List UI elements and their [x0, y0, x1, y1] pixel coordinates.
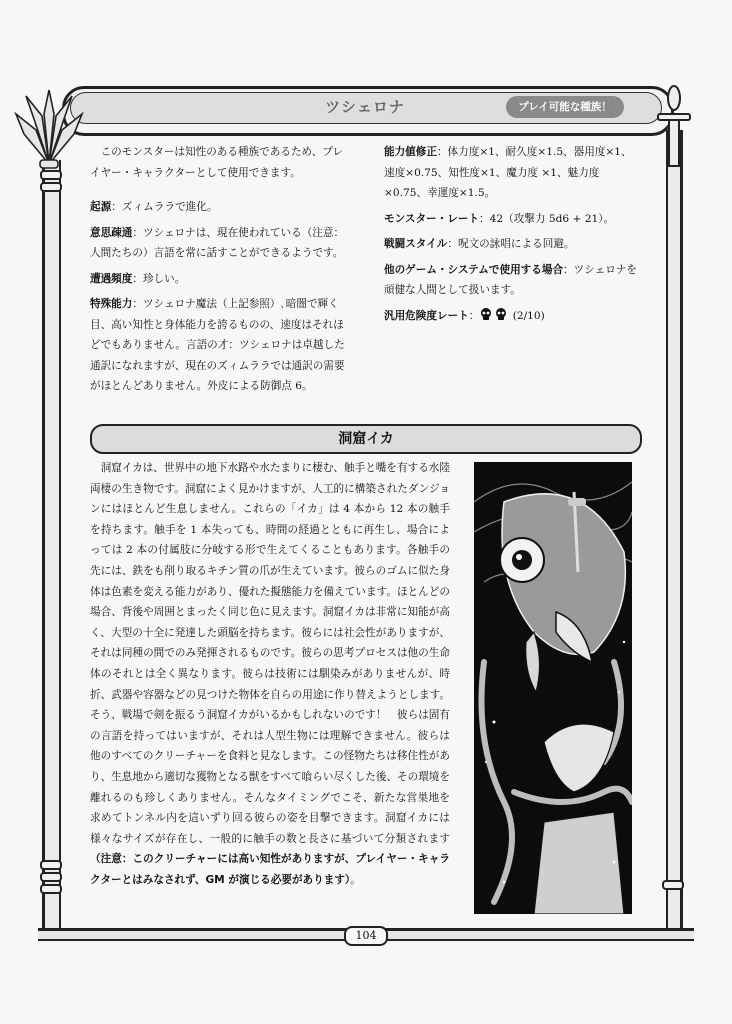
danger-rating-value: (2/10) — [512, 309, 545, 322]
communication-value: ：ツシェロナは、現在使われている（注意：人間たちの）言語を常に話すことができるようです。 — [90, 226, 345, 259]
monster-rating-value: ：42（攻撃力 5d6 + 21）。 — [479, 212, 615, 225]
communication-label: 意思疎通 — [90, 226, 133, 239]
danger-rating-label: 汎用危険度レート — [384, 309, 469, 322]
pillar-ring — [40, 872, 62, 882]
right-column — [384, 142, 642, 331]
intro-paragraph: このモンスターは知性のある種族であるため、プレイヤー・キャラクターとして使用できます。 — [90, 146, 344, 179]
description-text: 洞窟イカは、世界中の地下水路や水たまりに棲む、触手と嘴を有する水陸両棲の生き物です。洞窟によく見かけますが、人工的に構築されたダンジョンにはほとんど生息しません。これらの「イカ」は 4 本から 12 本の触手を持ちます。触手を 1 本失っても、時間の経過とともに再生し、場合によっては 2 本の付属肢に分岐する形で生えてくることもあります。各触手の先には、鉄をも削り取るキチン質の爪が生えています。彼らのゴムに似た身体は色素を変える能力があり、優れた擬態能力を備えています。ほとんどの場合、背後や周囲とまったく同じ色に見えます。洞窟イカは非常に知能が高く、大型の十全に発達した頭脳を持ちます。彼らには社会性がありますが、それは同種の間でのみ発揮されるものです。彼らの思考プロセスは他の生命体のそれとは全く異なります。彼らは技術には馴染みがありませんが、時折、武器や容器などの見つけた物体を自らの用途に作り替えようとします。そう、戦場で剣を振るう洞窟イカがいるかもしれないのです！ 彼らは固有の言語を持ってはいますが、それは人型生物には理解できません。彼らは他のすべてのクリーチャーを食料と見なします。この怪物たちは移住性があり、生息地から適切な獲物となる獣をすべて喰らい尽くした後、その環境を離れるのも珍しくありません。そんなタイミングでこそ、新たな営巣地を求めてトンネル内を這いずり回る彼らの姿を目撃できます。洞窟イカには様々なサイズが存在し、一般的に触手の数と長さに基づいて分類されます — [90, 462, 450, 845]
ankh-ornament-icon — [654, 80, 694, 170]
left-column — [90, 142, 350, 402]
special-abilities-entry — [90, 294, 350, 397]
monster-rating-entry — [384, 209, 642, 230]
special-abilities-label: 特殊能力 — [90, 298, 133, 310]
danger-rating-entry — [384, 306, 642, 327]
cave-squid-picture — [474, 462, 632, 914]
section-title: 洞窟イカ — [338, 431, 394, 447]
combat-style-label: 戦闘スタイル — [384, 238, 448, 250]
attribute-modifiers-label: 能力値修正 — [384, 146, 437, 158]
page-title: ツシェロナ — [325, 98, 405, 116]
other-systems-entry — [384, 260, 642, 301]
page-number: 104 — [344, 926, 388, 946]
pillar-ring — [40, 884, 62, 894]
communication-entry — [90, 223, 350, 264]
cave-squid-illustration — [474, 462, 632, 914]
origin-label: 起源 — [90, 201, 112, 213]
other-systems-value: ：ツシェロナを頑健な人間として扱います。 — [384, 263, 637, 296]
left-border-pillar — [42, 160, 61, 930]
attribute-modifiers-entry — [384, 142, 642, 204]
gm-note: （注意：このクリーチャーには高い知性がありますが、プレイヤー・キャラクターとはみなされず、GM が演じる必要があります） — [90, 853, 450, 886]
frequency-label: 遭遇頻度 — [90, 272, 133, 285]
frequency-entry — [90, 269, 350, 290]
special-abilities-value: ：ツシェロナ魔法（上記参照）､暗闇で輝く目、高い知性と身体能力を誇るものの、速度はそれほどでもありません。言語の才：ツシェロナは卓越した通訳になれますが、現在のズィムララでは通訳の需要がほとんどありません。外皮による防御点 6。 — [90, 298, 345, 392]
pillar-ring — [40, 860, 62, 870]
combat-style-value: ：呪文の詠唱による回避。 — [447, 238, 575, 250]
pillar-ring — [40, 182, 62, 192]
attribute-modifiers-value: ：体力度×1、耐久度×1.5、器用度×1、速度×0.75、知性度×1、魔力度 ×1、魅力度×0.75、幸運度×1.5。 — [384, 146, 632, 199]
other-systems-label: 他のゲーム・システムで使用する場合 — [384, 263, 564, 276]
frequency-value: ：珍しい。 — [132, 272, 186, 285]
cave-squid-description — [90, 458, 450, 890]
pillar-ring — [662, 880, 684, 890]
description-end: 。 — [350, 873, 361, 886]
playable-race-badge: プレイ可能な種族！ — [506, 96, 624, 118]
lotus-ornament-icon — [14, 84, 84, 174]
origin-entry — [90, 197, 350, 218]
monster-rating-label: モンスター・レート — [384, 212, 480, 225]
combat-style-entry — [384, 234, 642, 255]
right-border-pillar — [666, 130, 683, 930]
skull-icon — [479, 308, 509, 320]
danger-rating-colon: ： — [468, 309, 480, 322]
origin-value: ：ズィムララで進化。 — [111, 201, 218, 213]
